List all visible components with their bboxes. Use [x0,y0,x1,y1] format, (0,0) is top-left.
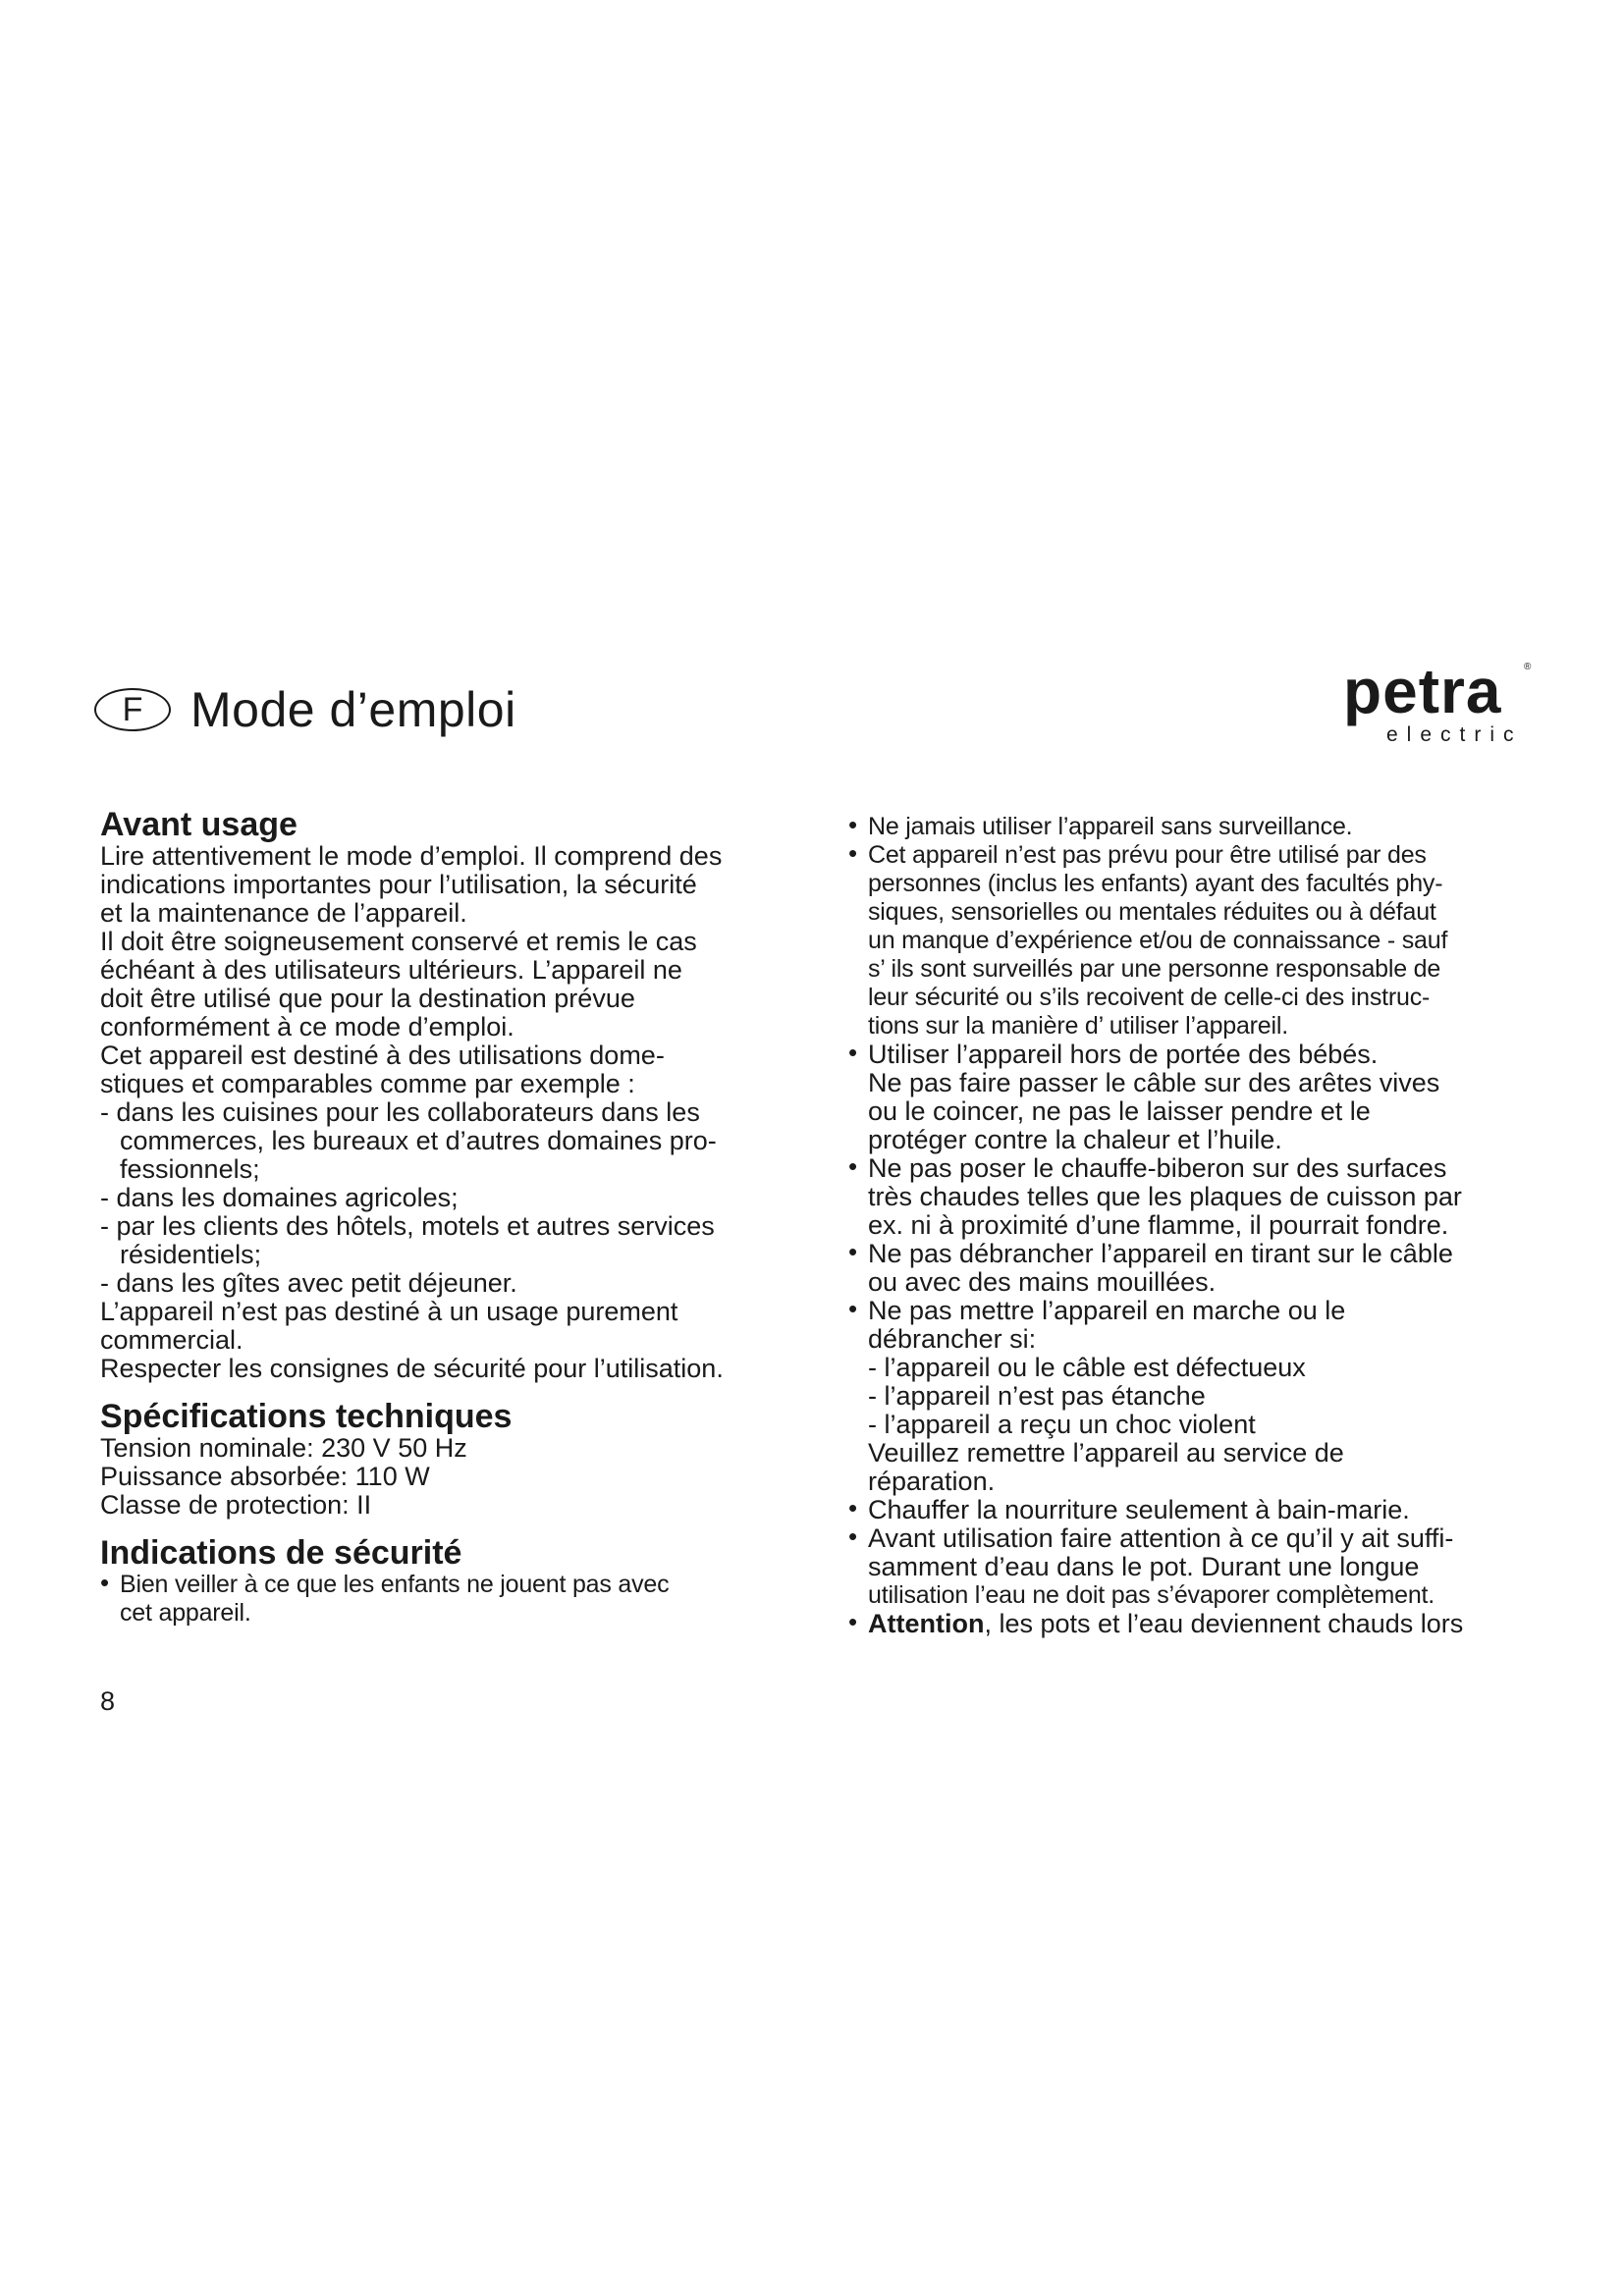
bullet-item [848,813,1536,841]
text-line: Respecter les consignes de sécurité pour l’utilisation. [100,1354,724,1383]
bullet-text: réparation. [868,1467,996,1496]
text-line: stiques et comparables comme par exemple : [100,1069,635,1098]
text-line: commercial. [100,1325,244,1355]
bullet-text: samment d’eau dans le pot. Durant une longue [868,1552,1420,1581]
bullet-item [848,1240,1536,1297]
bullet-text: • Ne pas débrancher l’appareil en tirant sur le câble [868,1239,1453,1268]
bullet-item [848,1496,1536,1524]
list-line-continued: résidentiels; [120,1240,262,1269]
bullet-text: Ne pas faire passer le câble sur des arêtes vives [868,1068,1440,1097]
spec-line: Tension nominale: 230 V 50 Hz [100,1433,467,1463]
spec-line: Puissance absorbée: 110 W [100,1462,430,1491]
bullet-text: • Chauffer la nourriture seulement à bain-marie. [868,1495,1410,1524]
section-heading-specifications: Spécifications techniques [100,1398,513,1435]
list-line: - dans les gîtes avec petit déjeuner. [100,1268,517,1298]
text-line: et la maintenance de l’appareil. [100,898,467,928]
bullet-text: • Avant utilisation faire attention à ce qu’il y ait suffi- [868,1523,1454,1553]
bullet-item [848,1154,1536,1240]
bullet-text: tions sur la manière d’ utiliser l’appareil. [868,1012,1288,1040]
bullet-text: • Ne jamais utiliser l’appareil sans surveillance. [868,813,1353,840]
bullet-text: très chaudes telles que les plaques de cuisson par [868,1182,1462,1211]
logo-registered-mark: ® [1524,662,1532,672]
bullet-text: utilisation l’eau ne doit pas s’évaporer complètement. [868,1581,1435,1609]
text-line: L’appareil n’est pas destiné à un usage purement [100,1297,678,1326]
bullet-text: - l’appareil n’est pas étanche [868,1381,1206,1411]
spec-line: Classe de protection: II [100,1490,372,1520]
section-heading-safety: Indications de sécurité [100,1534,462,1572]
page-number: 8 [100,1686,116,1716]
logo-wordmark: petra [1343,656,1502,726]
right-column [848,813,1536,1638]
bullet-text: - l’appareil a reçu un choc violent [868,1410,1256,1439]
bullet-text: ou le coincer, ne pas le laisser pendre et le [868,1096,1371,1126]
text-line: Il doit être soigneusement conservé et remis le cas [100,927,697,956]
bullet-item [848,1041,1536,1154]
bullet-item [100,1571,807,1628]
list-line-continued: fessionnels; [120,1154,260,1184]
bullet-item [848,1297,1536,1496]
bullet-text: un manque d’expérience et/ou de connaissance - sauf [868,927,1448,954]
bullet-text: • Ne pas poser le chauffe-biberon sur des surfaces [868,1153,1447,1183]
text-line: doit être utilisé que pour la destination prévue [100,984,635,1013]
text-line: conformément à ce mode d’emploi. [100,1012,514,1041]
language-badge: F [94,688,171,731]
text-line: Cet appareil est destiné à des utilisations dome- [100,1041,665,1070]
bullet-text: • Bien veiller à ce que les enfants ne jouent pas avec [120,1571,670,1598]
list-line: - dans les cuisines pour les collaborateurs dans les [100,1097,700,1127]
left-column [100,807,807,1628]
bullet-text: ex. ni à proximité d’une flamme, il pourrait fondre. [868,1210,1449,1240]
bullet-text: débrancher si: [868,1324,1037,1354]
section-heading-avant-usage: Avant usage [100,806,298,843]
bullet-text-rest: , les pots et l’eau deviennent chauds lors [984,1609,1464,1638]
bullet-item [848,1610,1536,1638]
text-line: Lire attentivement le mode d’emploi. Il comprend des [100,841,723,871]
bullet-text: s’ ils sont surveillés par une personne responsable de [868,955,1441,983]
bullet-text: • Utiliser l’appareil hors de portée des bébés. [868,1040,1379,1069]
bullet-text: - l’appareil ou le câble est défectueux [868,1353,1306,1382]
logo-subtitle: electric [1386,723,1523,746]
bullet-text [868,1610,1536,1638]
list-line-continued: commerces, les bureaux et d’autres domaines pro- [120,1126,717,1155]
bullet-text: • Cet appareil n’est pas prévu pour être utilisé par des [868,841,1427,869]
page-title: Mode d’emploi [190,682,516,737]
bullet-text: ou avec des mains mouillées. [868,1267,1217,1297]
bullet-text: leur sécurité ou s’ils recoivent de celle-ci des instruc- [868,984,1431,1011]
text-line: échéant à des utilisateurs ultérieurs. L’appareil ne [100,955,682,985]
list-line: - par les clients des hôtels, motels et autres services [100,1211,715,1241]
list-line: - dans les domaines agricoles; [100,1183,459,1212]
bullet-item [848,1524,1536,1610]
attention-label: Attention [868,1609,985,1638]
bullet-text: • Ne pas mettre l’appareil en marche ou le [868,1296,1346,1325]
page-header [94,681,516,738]
bullet-text: Veuillez remettre l’appareil au service de [868,1438,1344,1468]
bullet-item [848,841,1536,1041]
bullet-text: siques, sensorielles ou mentales réduites ou à défaut [868,898,1436,926]
text-line: indications importantes pour l’utilisation, la sécurité [100,870,697,899]
bullet-text: cet appareil. [120,1599,251,1627]
petra-logo [1343,656,1540,748]
bullet-text: personnes (inclus les enfants) ayant des facultés phy- [868,870,1443,897]
bullet-text: protéger contre la chaleur et l’huile. [868,1125,1282,1154]
